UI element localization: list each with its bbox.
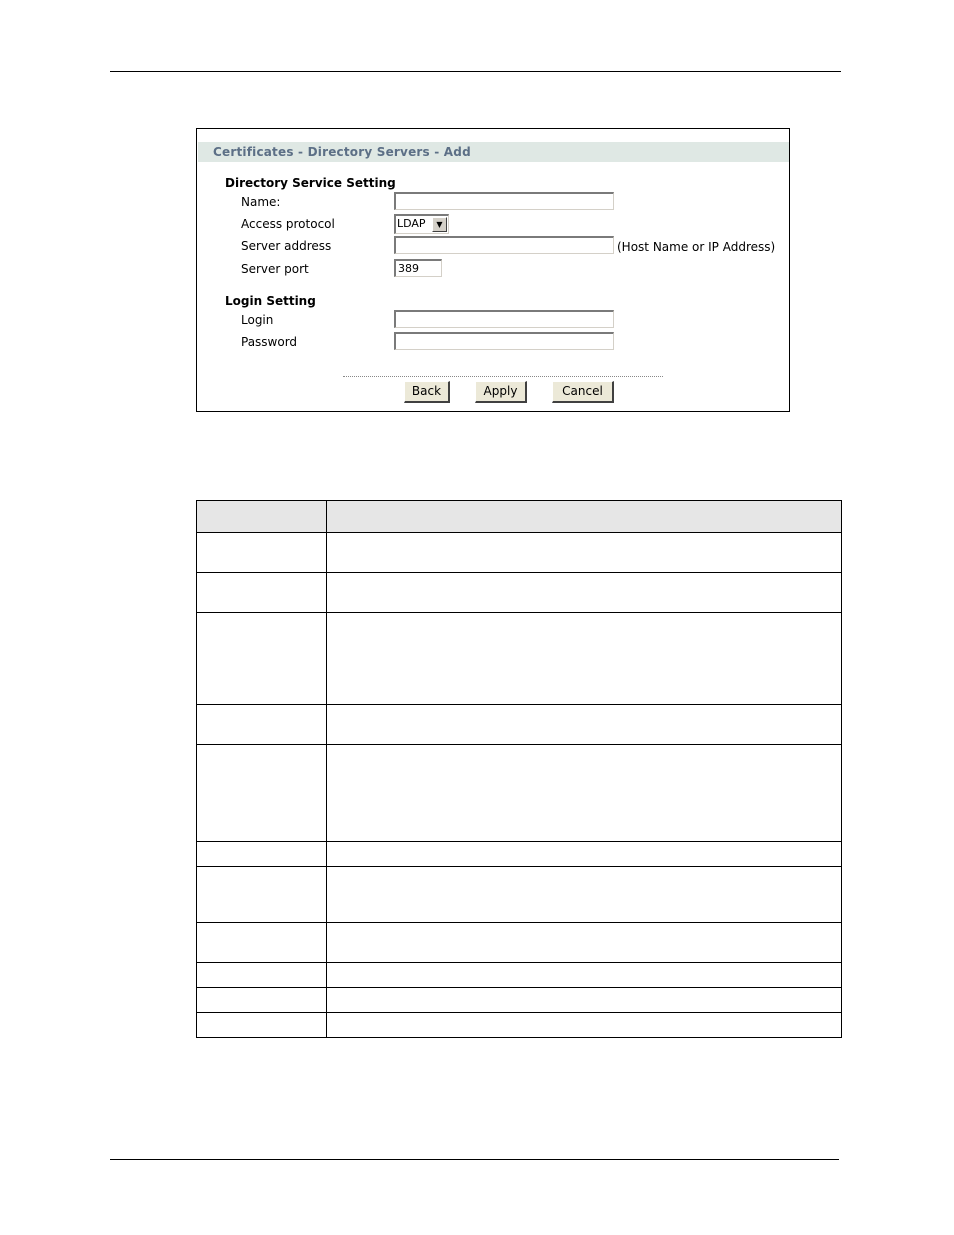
- table-cell: [197, 988, 327, 1013]
- chevron-down-icon[interactable]: ▼: [432, 217, 447, 232]
- table-cell: [327, 745, 842, 842]
- directory-service-section-title: Directory Service Setting: [225, 176, 396, 190]
- table-cell: [197, 745, 327, 842]
- table-cell: [327, 923, 842, 963]
- back-button[interactable]: Back: [404, 381, 450, 403]
- table-cell: [197, 613, 327, 705]
- table-row: [197, 867, 842, 923]
- table-row: [197, 988, 842, 1013]
- table-cell: [327, 573, 842, 613]
- server-address-hint: (Host Name or IP Address): [617, 240, 776, 254]
- login-label: Login: [241, 313, 274, 327]
- server-address-input[interactable]: [394, 236, 614, 254]
- cancel-button[interactable]: Cancel: [552, 381, 614, 403]
- server-port-input[interactable]: [394, 259, 442, 277]
- field-description-table: [196, 500, 842, 1038]
- footer-rule: [110, 1159, 839, 1160]
- access-protocol-select[interactable]: [394, 214, 449, 234]
- login-section-title: Login Setting: [225, 294, 316, 308]
- table-cell: [197, 963, 327, 988]
- table-header-cell: [197, 501, 327, 533]
- table-cell: [197, 705, 327, 745]
- directory-server-add-panel: [196, 128, 790, 412]
- table-row: [197, 923, 842, 963]
- button-divider: [343, 376, 663, 377]
- table-row: [197, 705, 842, 745]
- table-cell: [327, 842, 842, 867]
- table-cell: [327, 613, 842, 705]
- table-row: [197, 573, 842, 613]
- table-cell: [327, 963, 842, 988]
- table-cell: [327, 867, 842, 923]
- header-rule: [110, 71, 841, 72]
- panel-title: Certificates - Directory Servers - Add: [198, 142, 789, 162]
- table-row: [197, 533, 842, 573]
- table-cell: [327, 705, 842, 745]
- table-cell: [197, 533, 327, 573]
- access-protocol-label: Access protocol: [241, 217, 335, 231]
- table-cell: [327, 1013, 842, 1038]
- table-cell: [197, 867, 327, 923]
- table-row: [197, 1013, 842, 1038]
- table-header-row: [197, 501, 842, 533]
- table-header-cell: [327, 501, 842, 533]
- server-port-label: Server port: [241, 262, 309, 276]
- table-row: [197, 842, 842, 867]
- name-label: Name:: [241, 195, 281, 209]
- table-cell: [327, 988, 842, 1013]
- table-row: [197, 745, 842, 842]
- name-input[interactable]: [394, 192, 614, 210]
- apply-button[interactable]: Apply: [475, 381, 527, 403]
- password-label: Password: [241, 335, 298, 349]
- table-row: [197, 613, 842, 705]
- table-row: [197, 963, 842, 988]
- login-input[interactable]: [394, 310, 614, 328]
- table-cell: [197, 573, 327, 613]
- password-input[interactable]: [394, 332, 614, 350]
- table-cell: [197, 842, 327, 867]
- access-protocol-value: LDAP: [397, 217, 426, 230]
- server-address-label: Server address: [241, 239, 332, 253]
- table-cell: [197, 923, 327, 963]
- table-cell: [327, 533, 842, 573]
- table-cell: [197, 1013, 327, 1038]
